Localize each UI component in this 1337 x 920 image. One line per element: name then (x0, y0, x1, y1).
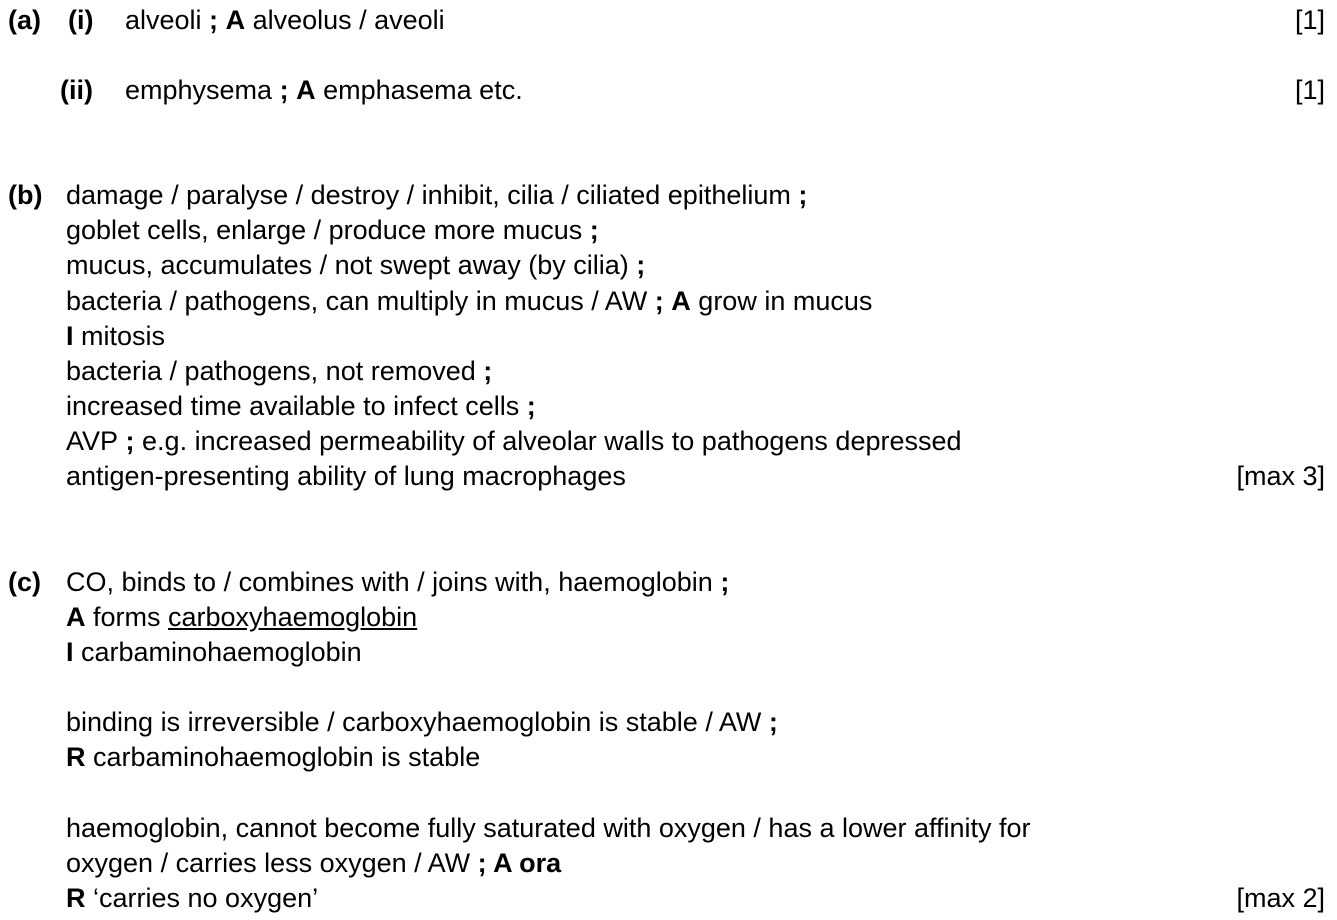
part-b-line-5 (66, 320, 165, 352)
accept-label: A (671, 286, 691, 316)
reject-label: R (66, 742, 86, 772)
accept-label: A (66, 602, 86, 632)
marking-point-separator: ; (790, 180, 808, 210)
marking-point-text: haemoglobin, cannot become fully saturated with oxygen / has a lower affinity for (66, 813, 1031, 843)
marking-point-text: bacteria / pathogens, not removed (66, 356, 476, 386)
accept-text: emphasema etc. (315, 75, 523, 105)
answer-separator: ; (272, 75, 289, 105)
ignore-text: mitosis (73, 321, 166, 351)
part-a-i-mark: [1] (1294, 5, 1325, 35)
answer-text: alveoli (125, 5, 202, 35)
ignore-label: I (66, 637, 74, 667)
marking-point-text: mucus, accumulates / not swept away (by cilia) (66, 250, 629, 280)
part-b-line-2 (66, 214, 599, 246)
marking-point-text: antigen-presenting ability of lung macrophages (66, 461, 626, 491)
marking-point-text: oxygen / carries less oxygen / AW (66, 848, 471, 878)
part-a-ii-label: (ii) (60, 75, 93, 105)
marking-point-text: increased time available to infect cells (66, 391, 520, 421)
marking-point-separator: ; (647, 286, 664, 316)
reject-text: carbaminohaemoglobin is stable (85, 742, 481, 772)
part-c-label: (c) (8, 567, 41, 597)
marking-point-separator: ; (475, 356, 493, 386)
part-b-line-6 (66, 355, 492, 387)
part-b-line-8 (66, 425, 962, 457)
accept-text: forms (85, 602, 169, 632)
part-b-label: (b) (8, 180, 43, 210)
ignore-text: carbaminohaemoglobin (73, 637, 362, 667)
marking-point-example: e.g. increased permeability of alveolar walls to pathogens depressed (134, 426, 962, 456)
marking-point-text: AVP (66, 426, 119, 456)
answer-text: emphysema (125, 75, 273, 105)
part-c-line-5 (66, 741, 480, 773)
marking-point-separator: ; (519, 391, 536, 421)
part-a-ii-answer (125, 74, 523, 106)
part-c-mark: [max 2] (1236, 883, 1325, 913)
marking-point-text: damage / paralyse / destroy / inhibit, cilia / ciliated epithelium (66, 180, 791, 210)
marking-point-text: CO, binds to / combines with / joins with, haemoglobin (66, 567, 713, 597)
marking-point-separator: ; (470, 848, 487, 878)
part-c-line-6 (66, 812, 1031, 844)
marking-point-separator: ; (628, 250, 646, 280)
part-b-line-4 (66, 285, 872, 317)
part-a-ii-mark: [1] (1294, 75, 1325, 105)
part-c-line-3 (66, 636, 362, 668)
marking-point-separator: ; (582, 215, 599, 245)
part-c-line-1 (66, 566, 729, 598)
part-b-line-3 (66, 249, 645, 281)
part-b-line-1 (66, 179, 807, 211)
part-b-line-9 (66, 460, 626, 492)
part-a-i-answer (125, 4, 445, 36)
accept-text: alveolus / aveoli (245, 5, 445, 35)
part-b-mark: [max 3] (1236, 461, 1325, 491)
marking-point-text: goblet cells, enlarge / produce more mucus (66, 215, 583, 245)
accept-ora: A ora (486, 848, 562, 878)
underlined-term: carboxyhaemoglobin (168, 602, 418, 632)
answer-separator: ; (201, 5, 219, 35)
part-a-i-label: (i) (68, 5, 94, 35)
part-c-line-7 (66, 847, 561, 879)
part-c-line-4 (66, 706, 778, 738)
marking-point-text: binding is irreversible / carboxyhaemoglobin is stable / AW (66, 707, 762, 737)
marking-point-separator: ; (761, 707, 778, 737)
part-c-line-2 (66, 601, 417, 633)
marking-point-separator: ; (118, 426, 135, 456)
accept-text: grow in mucus (690, 286, 873, 316)
accept-label: A (225, 5, 246, 35)
marking-point-separator: ; (712, 567, 730, 597)
part-b-line-7 (66, 390, 536, 422)
reject-label: R (66, 883, 86, 913)
part-c-line-8 (66, 882, 318, 914)
reject-text: ‘carries no oxygen’ (85, 883, 319, 913)
ignore-label: I (66, 321, 74, 351)
marking-point-text: bacteria / pathogens, can multiply in mucus / AW (66, 286, 648, 316)
part-a-label: (a) (8, 5, 41, 35)
accept-label: A (296, 75, 316, 105)
